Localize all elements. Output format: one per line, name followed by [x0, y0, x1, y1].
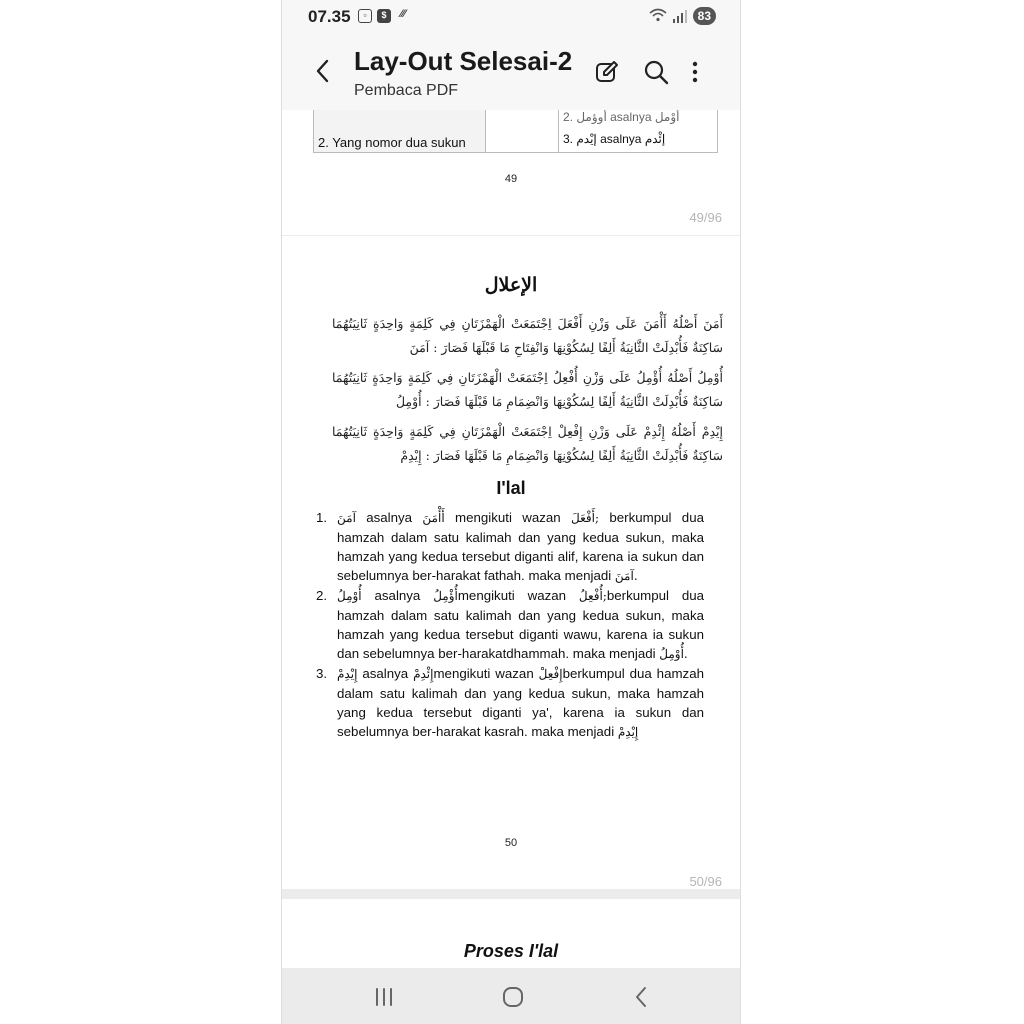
list-item: 3. إِيْدِمْ asalnya إِئْدِمْmengikuti wazan إِفْعِلْberkumpul dua hamzah dalam satu kalimah dan yang kedua sukun, maka hamzah yang kedua tersebut diganti ya', karena ia sukun dan sebelumnya ber-harakat kasrah. maka menjadi إِيْدِمْ	[316, 666, 704, 739]
page-number-50: 50	[504, 837, 518, 849]
screenshot-icon: ▫	[358, 9, 372, 23]
recent-apps-icon[interactable]	[371, 984, 397, 1010]
document-title: Lay-Out Selesai-2	[354, 46, 573, 76]
pdf-page-50	[282, 236, 740, 889]
phone-screen	[281, 0, 741, 1024]
proses-ilal-heading: Proses I'lal	[463, 941, 559, 961]
list-item: 2. أُوْمِلُ asalnya أُؤْمِلُmengikuti wazan أُفْعِلُ;berkumpul dua hamzah dalam satu kalimah dan yang kedua sukun, maka hamzah yang kedua tersebut diganti wawu, karena ia sukun dan sebelumnya ber-harakatdhammah. maka menjadi أُوْمِلُ.	[316, 588, 705, 661]
pdf-viewport[interactable]	[282, 110, 740, 968]
section-title-ilal: I'lal	[496, 478, 526, 498]
notification-icons	[358, 9, 410, 23]
status-right	[649, 7, 716, 25]
system-nav-bar	[282, 968, 740, 1024]
pdf-page-49	[282, 110, 740, 235]
table-cell-middle	[486, 110, 559, 153]
back-icon[interactable]	[629, 984, 655, 1010]
ilal-list	[316, 508, 704, 742]
arabic-paragraph-1: أَمَنَ أَصْلُهُ أَأْمَنَ عَلَى وَزْنِ أَفْعَلَ اِجْتَمَعَتْ الْهَمْزَتَانِ فِي كَلِمَةٍ وَاحِدَةٍ ثَانِيَتُهُمَا سَاكِنَةٌ فَأُبْدِلَتْ الثَّانِيَةُ أَلِفًا لِسُكُوْنِهَا وَانْفِتَاحِ مَا قَبْلَهَا فَصَارَ : آمَنَ	[332, 316, 723, 355]
app-header	[282, 34, 740, 110]
home-icon[interactable]	[500, 984, 526, 1010]
shopping-bag-icon: $	[377, 9, 391, 23]
table-right-line2: 3. إيْدم asalnya إئْدم	[563, 132, 666, 146]
more-vertical-icon[interactable]	[687, 58, 715, 86]
app-subtitle: Pembaca PDF	[354, 82, 459, 99]
arabic-paragraph-3: إِيْدِمْ أَصْلُهُ إِئْدِمْ عَلَى وَزْنِ إِفْعِلْ اِجْتَمَعَتْ الْهَمْزَتَانِ فِي كَلِمَةٍ وَاحِدَةٍ ثَانِيَتُهُمَا سَاكِنَةٌ فَأُبْدِلَتْ الثَّانِيَةُ أَلِفًا لِسُكُوْنِهَا وَانْضِمَامِ مَا قَبْلَهَا فَصَارَ : إِيْدِمْ	[332, 424, 723, 463]
edit-icon[interactable]	[593, 58, 621, 86]
status-bar	[282, 0, 740, 34]
table-cell-left: 2. Yang nomor dua sukun	[314, 110, 486, 153]
status-time: 07.35	[308, 7, 351, 26]
arabic-title: الإعلال	[484, 274, 538, 296]
table-right-line1: 2. أوؤمل asalnya أوْمل	[563, 110, 680, 124]
page-number-49: 49	[504, 173, 518, 185]
nfc-icon: ⁄⁄⁄	[400, 8, 406, 20]
wifi-icon	[649, 8, 667, 25]
search-icon[interactable]	[642, 58, 670, 86]
table-cell-right	[559, 110, 718, 153]
page-counter-49: 49/96	[689, 210, 722, 225]
arabic-paragraph-2: أُوْمِلُ أَصْلُهُ أُؤْمِلُ عَلَى وَزْنِ أُفْعِلُ اِجْتَمَعَتْ الْهَمْزَتَانِ فِي كَلِمَةٍ وَاحِدَةٍ ثَانِيَتُهُمَا سَاكِنَةٌ فَأُبْدِلَتْ الثَّانِيَةُ أَلِفًا لِسُكُوْنِهَا وَانْضِمَامِ مَا قَبْلَهَا فَصَارَ : أُوْمِلُ	[332, 370, 723, 409]
page49-table	[313, 110, 718, 153]
battery-badge: 83	[693, 7, 716, 25]
signal-icon	[673, 10, 687, 23]
pdf-page-51	[282, 899, 740, 968]
page-counter-50: 50/96	[689, 874, 722, 889]
chevron-left-icon[interactable]	[310, 56, 336, 86]
list-item: 1. آمَنَ asalnya أَأْمَنَ mengikuti wazan أَفْعَلَ; berkumpul dua hamzah dalam satu kalimah dan yang kedua sukun, maka hamzah yang kedua tersebut diganti alif, karena ia sukun dan sebelumnya ber-harakat fathah. maka menjadi آمَنَ.	[316, 510, 704, 583]
